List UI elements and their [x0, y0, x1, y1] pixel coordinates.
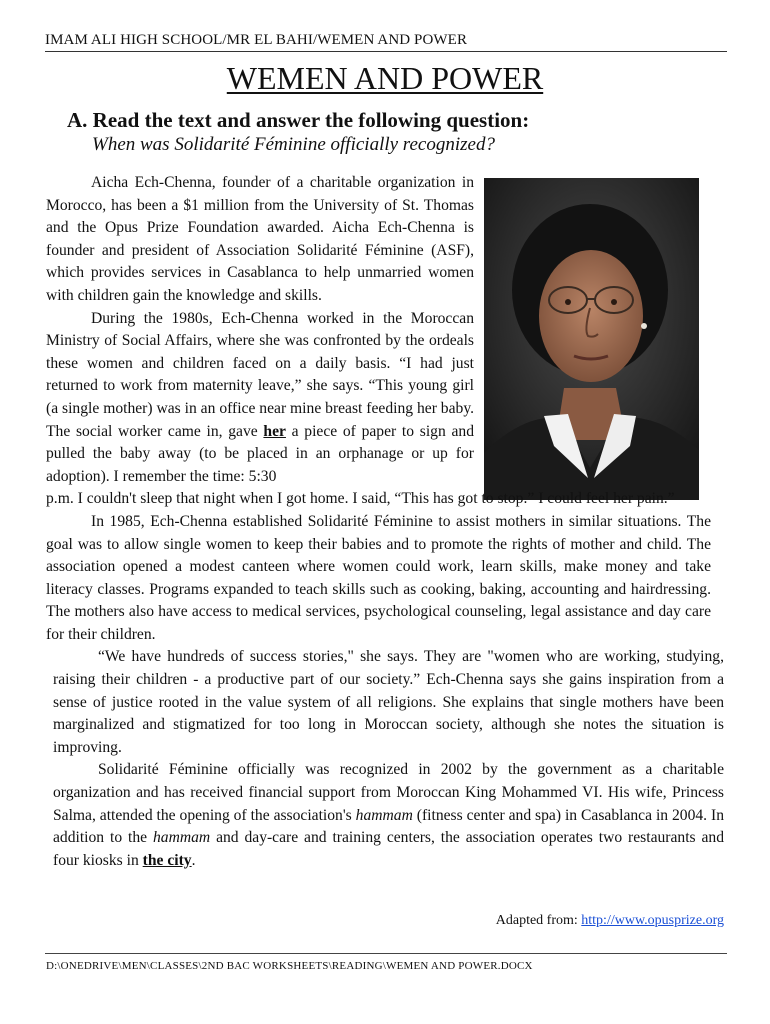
source-attribution [496, 913, 724, 929]
paragraph-2-part-b: a piece of paper to sign and pulled the baby away (to be placed in an orphanage or up for adoption). I remember the time: 5:30 [46, 422, 474, 485]
paragraph-2-part-a: During the 1980s, Ech-Chenna worked in the Moroccan Ministry of Social Affairs, where she was confronted by the ordeals these women and children faced on a daily basis. “I had just returned to work from maternity leave,” she says. “This young girl (a single mother) was in an office near mine breast feeding her baby. The social worker came in, gave [46, 309, 474, 440]
source-label: Adapted from: [495, 913, 582, 928]
wrapped-block [46, 172, 474, 488]
paragraph-5-part-c: and day-care and training centers, the association operates two restaurants and four kiosks in [53, 829, 725, 869]
paragraph-4: “We have hundreds of success stories," she says. They are "women who are working, studying, raising their children - a productive part of our society.” Ech-Chenna says she gains inspiration from a sense of justice rooted in the value system of all religions. She explains that single mothers have been marginalized and stigmatized for too long in Moroccan society, although she notes the situation is improving. [53, 648, 724, 756]
paragraph-5-part-d: . [191, 851, 196, 869]
paragraph-2 [46, 308, 474, 489]
italic-hammam-1: hammam [355, 806, 413, 824]
source-link[interactable]: http://www.opusprize.org [581, 913, 724, 928]
document-header: IMAM ALI HIGH SCHOOL/MR EL BAHI/WEMEN AND POWER [45, 32, 727, 52]
paragraph-5 [53, 759, 724, 872]
emphasized-word-her: her [263, 422, 286, 440]
question-text: When was Solidarité Féminine officially recognized? [92, 134, 495, 155]
paragraph-5-part-b: (fitness center and spa) in Casablanca in 2004. In addition to the [53, 806, 724, 847]
section-heading: A. Read the text and answer the following question: [67, 108, 530, 132]
article-body [46, 172, 725, 872]
footer-file-path: D:\ONEDRIVE\MEN\CLASSES\2ND BAC WORKSHEETS\READING\WEMEN AND POWER.DOCX [46, 960, 533, 972]
footer-divider [45, 953, 727, 954]
page-title: WEMEN AND POWER [226, 60, 544, 96]
emphasized-the-city: the city [142, 851, 192, 869]
paragraph-1: Aicha Ech-Chenna, founder of a charitable organization in Morocco, has been a $1 million from the University of St. Thomas and the Opus Prize Foundation awarded. Aicha Ech-Chenna is founder and president of Association Solidarité Féminine (ASF), which provides services in Casablanca to help unmarried women with children gain the knowledge and skills. [46, 174, 474, 304]
paragraph-5-part-a: Solidarité Féminine officially was recognized in 2002 by the government as a charitable organization and has received financial support from Moroccan King Mohammed VI. His wife, Princess Salma, attended the opening of the association's [53, 761, 724, 824]
italic-hammam-2: hammam [152, 829, 211, 847]
paragraph-2-continued: p.m. I couldn't sleep that night when I got home. I said, “This has got to stop.” I could feel her pain.” [46, 490, 675, 508]
paragraph-3: In 1985, Ech-Chenna established Solidarité Féminine to assist mothers in similar situations. The goal was to allow single women to keep their babies and to promote the rights of mother and child. The association opened a modest canteen where women could work, learn skills, make money and take literacy classes. Programs expanded to teach skills such as cooking, baking, accounting and hairdressing. The mothers also have access to medical services, psychological counseling, legal assistance and day care for their children. [46, 512, 711, 643]
